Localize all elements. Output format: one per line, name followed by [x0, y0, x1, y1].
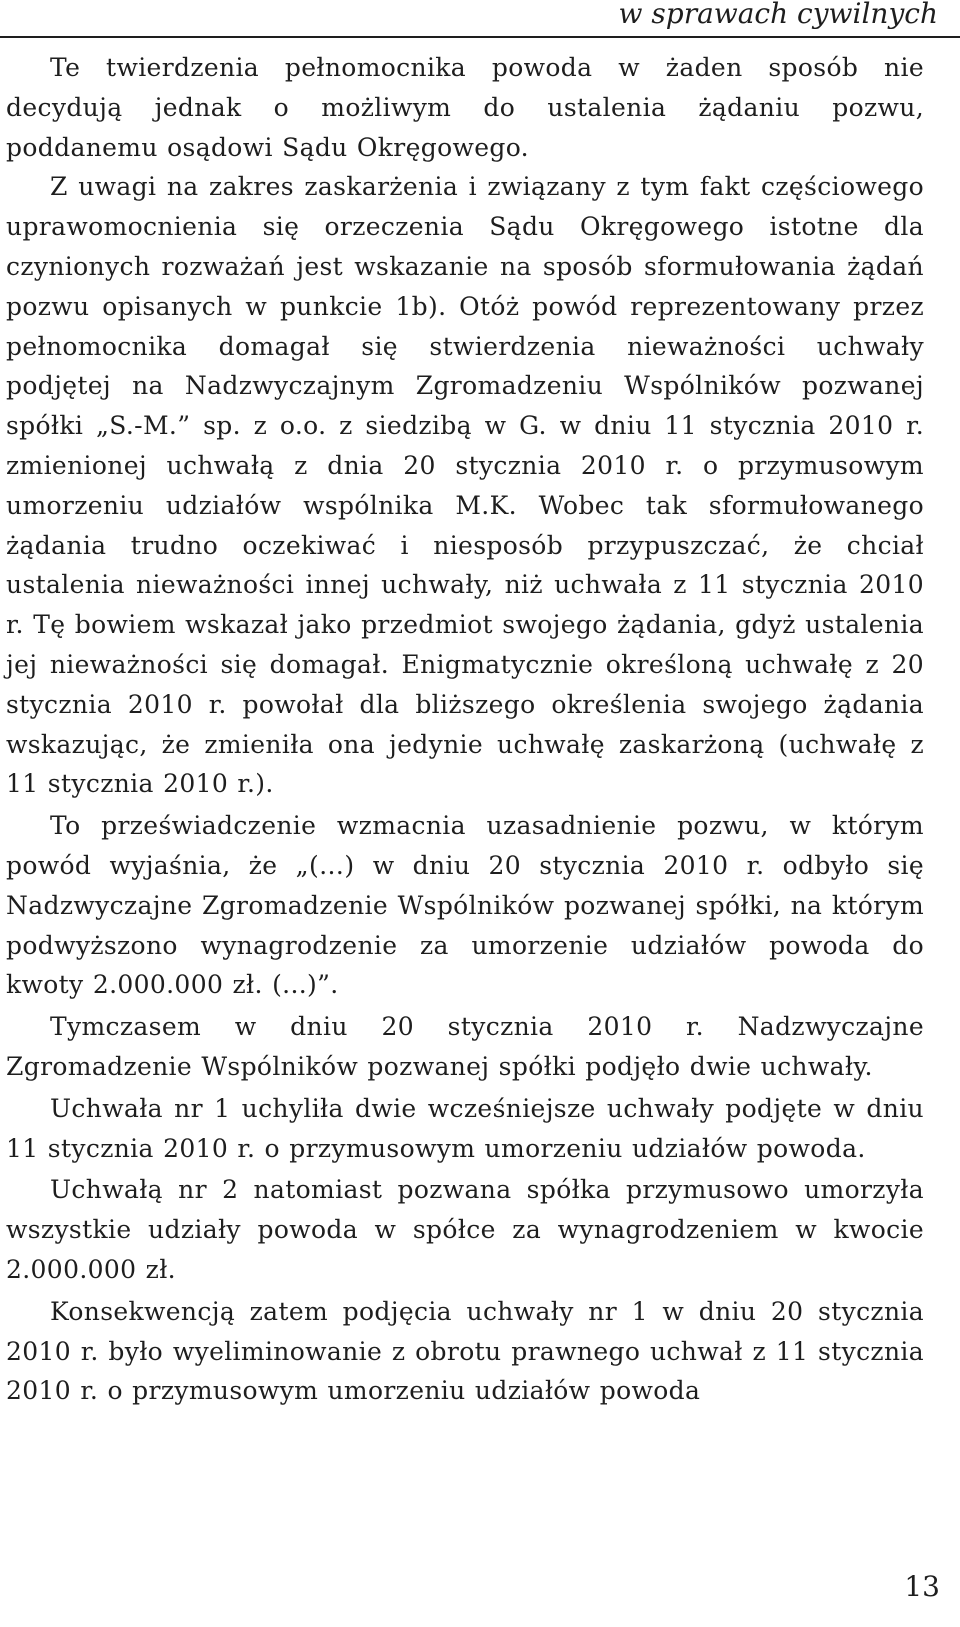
paragraph-1: Te twierdzenia pełnomocnika powoda w żaden sposób nie decydują jednak o możliwym do ustalenia żądaniu pozwu, poddanemu osądowi Sądu Okręgowego. — [6, 53, 924, 162]
paragraph-4: Tymczasem w dniu 20 stycznia 2010 r. Nadzwyczajne Zgromadzenie Wspólników pozwanej spółki podjęło dwie uchwały. — [6, 1012, 924, 1081]
paragraph-6: Uchwałą nr 2 natomiast pozwana spółka przymusowo umorzyła wszystkie udziały powoda w spółce za wynagrodzeniem w kwocie 2.000.000 zł. — [6, 1175, 924, 1284]
page-number: 13 — [904, 1570, 940, 1603]
paragraph-2: Z uwagi na zakres zaskarżenia i związany z tym fakt częściowego uprawomocnienia się orzeczenia Sądu Okręgowego istotne dla czynionych rozważań jest wskazanie na sposób sformułowania żądań pozwu opisanych w punkcie 1b). Otóż powód reprezentowany przez pełnomocnika domagał się stwierdzenia nieważności uchwały podjętej na Nadzwyczajnym Zgromadzeniu Wspólników pozwanej spółki „S.-M.” sp. z o.o. z siedzibą w G. w dniu 11 stycznia 2010 r. zmienionej uchwałą z dnia 20 stycznia 2010 r. o przymusowym umorzeniu udziałów wspólnika M.K. Wobec tak sformułowanego żądania trudno oczekiwać i niesposób przypuszczać, że chciał ustalenia nieważności innej uchwały, niż uchwała z 11 stycznia 2010 r. Tę bowiem wskazał jako przedmiot swojego żądania, gdyż ustalenia jej nieważności się domagał. Enigmatycznie określoną uchwałę z 20 stycznia 2010 r. powołał dla bliższego określenia swojego żądania wskazując, że zmieniła ona jedynie uchwałę zaskarżoną (uchwałę z 11 stycznia 2010 r.). — [6, 172, 924, 799]
running-header: w sprawach cywilnych — [618, 0, 938, 30]
paragraph-7: Konsekwencją zatem podjęcia uchwały nr 1 w dniu 20 stycznia 2010 r. było wyeliminowanie z obrotu prawnego uchwał z 11 stycznia 2010 r. o przymusowym umorzeniu udziałów powoda — [6, 1296, 924, 1406]
paragraph-3: To przeświadczenie wzmacnia uzasadnienie pozwu, w którym powód wyjaśnia, że „(…) w dniu 20 stycznia 2010 r. odbyło się Nadzwyczajne Zgromadzenie Wspólników pozwanej spółki, na którym podwyższono wynagrodzenie za umorzenie udziałów powoda do kwoty 2.000.000 zł. (...)”. — [6, 811, 924, 1000]
body-text — [6, 48, 924, 1411]
header-rule — [0, 36, 960, 38]
paragraph-5: Uchwała nr 1 uchyliła dwie wcześniejsze uchwały podjęte w dniu 11 stycznia 2010 r. o przymusowym umorzeniu udziałów powoda. — [6, 1093, 924, 1163]
